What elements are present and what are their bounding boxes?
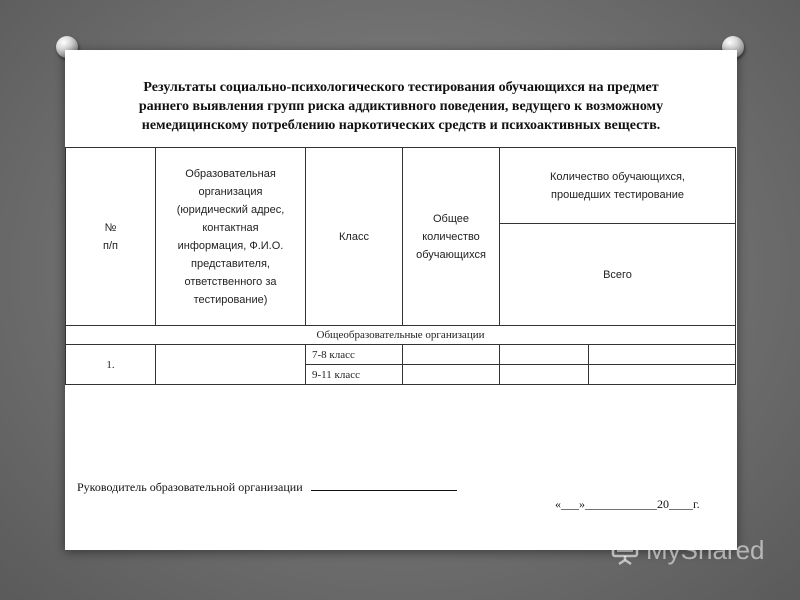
header-org-line: (юридический адрес,	[176, 203, 285, 216]
title-line-2: раннего выявления групп риска аддиктивного поведения, ведущего к возможному	[138, 99, 664, 114]
header-total-line: количество	[422, 230, 480, 243]
section-row-general-education: Общеобразовательные организации	[66, 326, 736, 345]
cell-class-9-11: 9-11 класс	[306, 365, 403, 385]
document-title	[95, 78, 707, 135]
header-tested	[500, 148, 736, 224]
watermark	[610, 535, 765, 566]
results-table	[65, 147, 736, 385]
document-sheet	[65, 50, 737, 550]
header-class: Класс	[306, 148, 403, 326]
header-org-line: Образовательная	[185, 167, 276, 180]
header-total	[403, 148, 500, 326]
header-all: Всего	[500, 224, 736, 326]
title-line-1: Результаты социально-психологического тестирования обучающихся на предмет	[143, 80, 659, 95]
header-total-line: Общее	[432, 212, 470, 225]
header-org-line: контактная	[202, 221, 259, 234]
signature-block	[77, 480, 457, 495]
cell-class-7-8: 7-8 класс	[306, 345, 403, 365]
cell-all-7-8-a	[500, 345, 589, 365]
header-tested-line: Количество обучающихся,	[550, 170, 685, 183]
header-num-symbol: №	[104, 221, 117, 234]
header-org-line: ответственного за	[184, 275, 277, 288]
header-org-line: информация, Ф.И.О.	[177, 239, 284, 252]
watermark-text: MyShared	[646, 535, 765, 565]
cell-all-7-8-b	[589, 345, 736, 365]
row-number: 1.	[66, 345, 156, 385]
header-org-line: организация	[198, 185, 263, 198]
date-field: «___»____________20____г.	[555, 497, 700, 511]
header-num	[66, 148, 156, 326]
presentation-icon	[610, 536, 640, 566]
cell-all-9-11-b	[589, 365, 736, 385]
header-organization	[156, 148, 306, 326]
cell-total-9-11	[403, 365, 500, 385]
header-total-line: обучающихся	[416, 248, 486, 261]
header-tested-line: прошедших тестирование	[551, 188, 684, 201]
signature-label: Руководитель образовательной организации	[77, 480, 303, 494]
header-org-line: тестирование)	[193, 293, 268, 306]
header-num-label: п/п	[103, 239, 118, 252]
signature-line	[311, 480, 457, 491]
cell-all-9-11-a	[500, 365, 589, 385]
cell-total-7-8	[403, 345, 500, 365]
header-org-line: представителя,	[191, 257, 270, 270]
cell-organization	[156, 345, 306, 385]
title-line-3: немедицинскому потреблению наркотических средств и психоактивных веществ.	[141, 118, 661, 133]
